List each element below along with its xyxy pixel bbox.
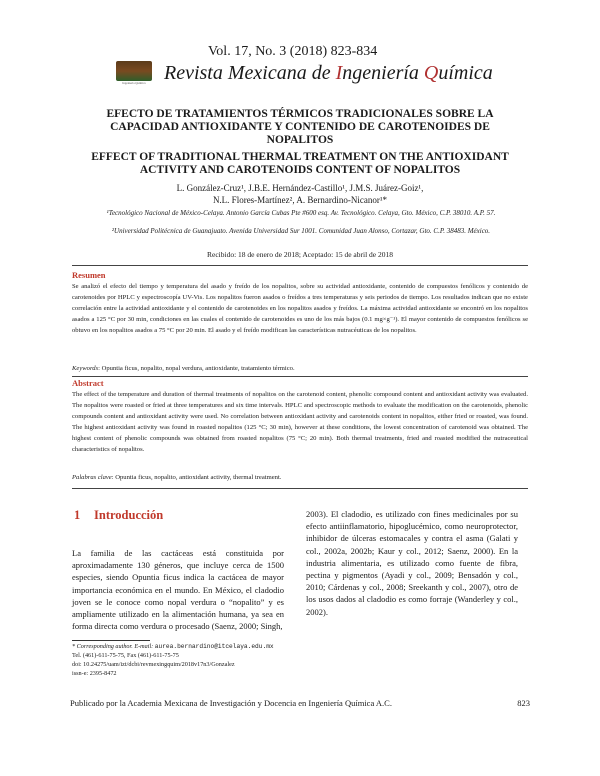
abstract-body: The effect of the temperature and duration of thermal treatments of nopalitos on the carotenoid content, phenolic compound content and antioxidant activity was evaluated. The nopalitos were roasted or fried at three temperatures and six time intervals. HPLC and spectroscopic methods to evaluate the modification on the carotenoids, phenolic compounds content and antioxidant activity were used. No correlation between antioxidant activity and carotenoids content in nopalitos, either fried or roasted, was found. The highest antioxidant activity was found in roasted nopalitos (125 °C; 30 min), however at these conditions, the lowest concentration of carotenoid was obtained. The highest content of phenolic compounds was obtained from roasted nopalitos (75 °C; 20 min). Both thermal treatments, fried and roasted modified the nutraceutical characteristics of nopalitos.: [72, 391, 528, 453]
footnote-divider: [72, 640, 150, 641]
page-footer: [70, 698, 530, 708]
authors-line: L. González-Cruz¹, J.B.E. Hernández-Castillo¹, J.M.S. Juárez-Goiz¹,: [176, 183, 424, 193]
abstract-heading: Abstract: [72, 378, 104, 388]
logo-caption: Ingeniería Química: [122, 81, 146, 85]
journal-logo: [116, 61, 152, 81]
journal-title-part: Revista Mexicana de: [164, 62, 336, 84]
corresponding-label: * Corresponding author. E-mail:: [72, 643, 154, 650]
divider: [72, 488, 528, 489]
intro-left-column: La familia de las cactáceas está constituida por aproximadamente 130 géneros, que incluye cerca de 1500 especies, siendo Opuntia ficus indica la cactácea de mayor importancia económica en el mundo. En México, el cladodio joven se le conoce como nopal verdura o “nopalito” y es ampliamente utilizado en la alimentación humana, ya sea en forma directa como verdura o procesado (Saenz, 2000; Singh,: [72, 548, 284, 632]
section-number: 1: [74, 508, 81, 522]
keywords-label: Palabras clave: [72, 474, 112, 481]
journal-title-part: uímica: [438, 62, 493, 84]
divider: [72, 376, 528, 377]
abstract-keywords: [72, 474, 281, 481]
section-title-introduccion: Introducción: [94, 508, 164, 522]
corresponding-author: [72, 643, 332, 652]
resumen-heading: Resumen: [72, 270, 106, 280]
publisher-note: Publicado por la Academia Mexicana de Investigación y Docencia en Ingeniería Química A.C.: [70, 698, 392, 708]
keywords-text: : Opuntia ficus, nopalito, antioxidant activity, thermal treatment.: [111, 474, 282, 481]
telephone: Tel. (461)-611-75-75, Fax (461)-611-75-75: [72, 652, 179, 659]
journal-title-part: ngeniería: [342, 62, 424, 84]
doi[interactable]: doi: 10.24275/uam/izt/dcbi/revmexingquim/2018v17n3/Gonzalez: [72, 661, 235, 668]
title-english: EFFECT OF TRADITIONAL THERMAL TREATMENT ON THE ANTIOXIDANT ACTIVITY AND CAROTENOIDS CONTENT OF NOPALITOS: [91, 151, 509, 176]
journal-title: [164, 62, 493, 85]
journal-title-initial-q: Q: [423, 62, 439, 84]
affiliation-2: ²Universidad Politécnica de Guanajuato. Avenida Universidad Sur 1001. Comunidad Juan Alonso, Cortazar, Gto. C.P. 38483. México.: [111, 227, 491, 235]
authors-line: N.L. Flores-Martínez², A. Bernardino-Nicanor¹*: [212, 195, 388, 205]
keywords-label: Keywords: [72, 365, 99, 372]
resumen-keywords: [72, 365, 295, 372]
volume-info: Vol. 17, No. 3 (2018) 823-834: [208, 44, 378, 59]
title-spanish: EFECTO DE TRATAMIENTOS TÉRMICOS TRADICIONALES SOBRE LA CAPACIDAD ANTIOXIDANTE Y CONTENIDO DE CAROTENOIDES DE NOPALITOS: [106, 108, 494, 146]
journal-title-initial-i: I: [335, 62, 343, 84]
intro-right-column: 2003). El cladodio, es utilizado con fines medicinales por su efecto antiinflamatorio, hipoglucémico, como neuroprotector, inhibidor de úlceras estomacales y contra el asma (Galati y col., 2002a, 2002b; Kaur y col., 2012; Saenz, 2000). En la industria alimentaria, es utilizado como fuente de fibra, pectina y pigmentos (Ayadi y col., 2009; Bensadón y col., 2010; Cárdenas y col., 2008; Sreekanth y col., 2007), otro de los usos dados al cladodio es como forraje (Wanderley y col., 2002).: [306, 509, 518, 617]
authors: [100, 182, 500, 206]
corresponding-email[interactable]: aurea.bernardino@itcelaya.edu.mx: [154, 643, 274, 650]
divider: [72, 265, 528, 266]
issn: issn-e: 2395-8472: [72, 670, 117, 677]
affiliation-1: ¹Tecnológico Nacional de México-Celaya. Antonio García Cubas Pte #600 esq. Av. Tecnológico. Celaya, Gto. México, C.P. 38010. A.P. 57.: [106, 209, 496, 217]
resumen-body: Se analizó el efecto del tiempo y temperatura del asado y freído de los nopalitos, sobre su actividad antioxidante, contenido de compuestos fenólicos y contenido de carotenoides por HPLC y espectroscopía UV-Vis. Los nopalitos fueron asados o freídos a tres temperaturas y seis periodos de tiempo. Los resultados indican que no existe correlación entre la actividad antioxidante y el contenido de carotenoides en los nopalitos asados y freídos. La máxima actividad antioxidante se encontró en los nopalitos asados a 125 °C por 30 min, condiciones en las cuales el contenido de carotenoides es uno de los más bajos (0.1 mg×g⁻¹). El mayor contenido de compuestos fenólicos se obtuvo en los nopalitos asados a 75 °C por 20 min. El asado y el freído modifican las características nutracéuticas de los nopalitos.: [72, 283, 528, 334]
page-number: 823: [517, 698, 530, 708]
keywords-text: : Opuntia ficus, nopalito, nopal verdura, antioxidante, tratamiento térmico.: [98, 365, 295, 372]
received-accepted-dates: Recibido: 18 de enero de 2018; Aceptado: 15 de abril de 2018: [207, 250, 393, 259]
